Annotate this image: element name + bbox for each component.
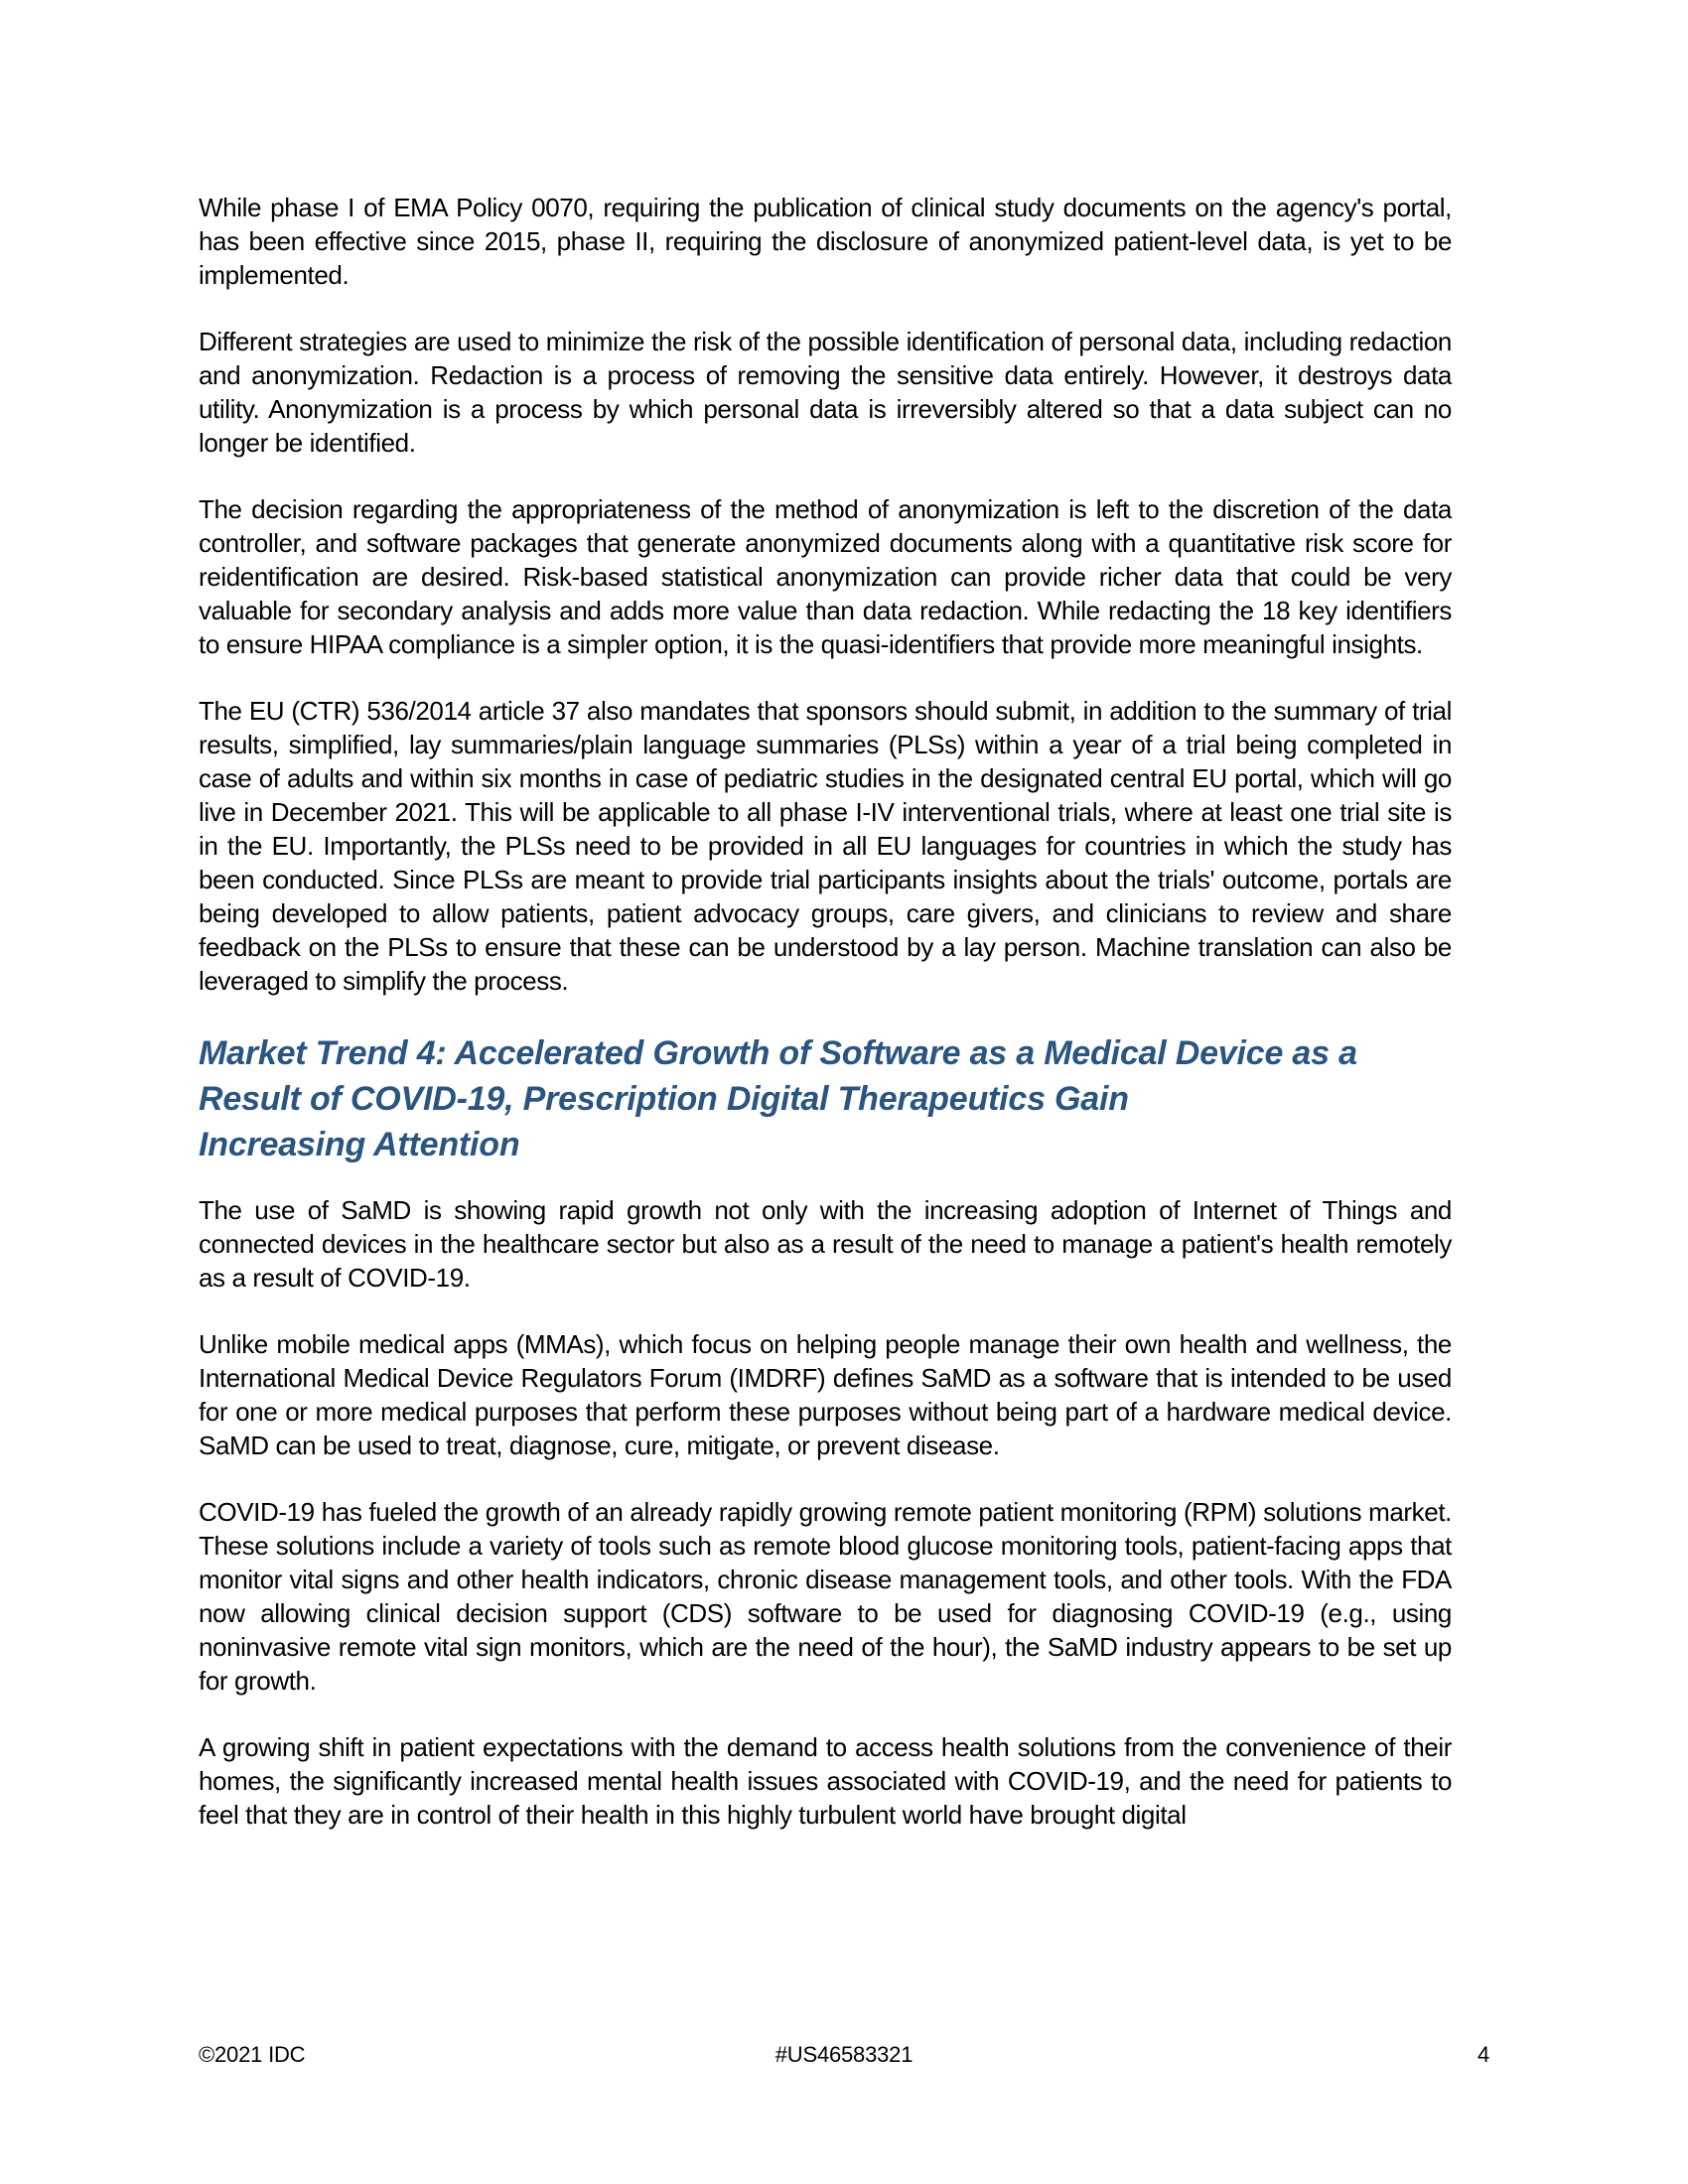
body-paragraph: Unlike mobile medical apps (MMAs), which focus on helping people manage their own health and wellness, the International Medical Device Regulators Forum (IMDRF) defines SaMD as a software that is intended to be used for one or more medical purposes that perform these purposes without being part of a hardware medical device. SaMD can be used to treat, diagnose, cure, mitigate, or prevent disease. (199, 1329, 1452, 1460)
section-heading-line: Increasing Attention (199, 1126, 520, 1163)
document-body (199, 191, 1452, 1864)
body-paragraph: The decision regarding the appropriateness of the method of anonymization is left to the discretion of the data controller, and software packages that generate anonymized documents along with a quantitative risk score for reidentification are desired. Risk-based statistical anonymization can provide richer data that could be very valuable for secondary analysis and adds more value than data redaction. While redacting the 18 key identifiers to ensure HIPAA compliance is a simpler option, it is the quasi-identifiers that provide more meaningful insights. (199, 494, 1452, 659)
footer-copyright: ©2021 IDC (199, 2042, 306, 2067)
body-paragraph: The use of SaMD is showing rapid growth not only with the increasing adoption of Internet of Things and connected devices in the healthcare sector but also as a result of the need to manage a patient's health remotely as a result of COVID-19. (199, 1195, 1452, 1293)
body-paragraph: While phase I of EMA Policy 0070, requiring the publication of clinical study documents on the agency's portal, has been effective since 2015, phase II, requiring the disclosure of anonymized patient-level data, is yet to be implemented. (199, 193, 1452, 290)
body-paragraph: The EU (CTR) 536/2014 article 37 also mandates that sponsors should submit, in addition to the summary of trial results, simplified, lay summaries/plain language summaries (PLSs) within a year of a trial being completed in case of adults and within six months in case of pediatric studies in the designated central EU portal, which will go live in December 2021. This will be applicable to all phase I-IV interventional trials, where at least one trial site is in the EU. Importantly, the PLSs need to be provided in all EU languages for countries in which the study has been conducted. Since PLSs are meant to provide trial participants insights about the trials' outcome, portals are being developed to allow patients, patient advocacy groups, care givers, and clinicians to review and share feedback on the PLSs to ensure that these can be understood by a lay person. Machine translation can also be leveraged to simplify the process. (199, 696, 1452, 996)
body-paragraph: COVID-19 has fueled the growth of an already rapidly growing remote patient monitoring (RPM) solutions market. These solutions include a variety of tools such as remote blood glucose monitoring tools, patient-facing apps that monitor vital signs and other health indicators, chronic disease management tools, and other tools. With the FDA now allowing clinical decision support (CDS) software to be used for diagnosing COVID-19 (e.g., using noninvasive remote vital sign monitors, which are the need of the hour), the SaMD industry appears to be set up for growth. (199, 1497, 1452, 1696)
section-heading (199, 1030, 1452, 1167)
body-paragraph: Different strategies are used to minimize the risk of the possible identification of personal data, including redaction and anonymization. Redaction is a process of removing the sensitive data entirely. However, it destroys data utility. Anonymization is a process by which personal data is irreversibly altered so that a data subject can no longer be identified. (199, 327, 1452, 458)
section-heading-line: Result of COVID-19, Prescription Digital Therapeutics Gain (199, 1080, 1129, 1118)
body-paragraph: A growing shift in patient expectations with the demand to access health solutions from the convenience of their homes, the significantly increased mental health issues associated with COVID-19, and the need for patients to feel that they are in control of their health in this highly turbulent world have brought digital (199, 1732, 1452, 1830)
section-heading-line: Market Trend 4: Accelerated Growth of Software as a Medical Device as a (199, 1034, 1357, 1072)
footer-doc-id: #US46583321 (774, 2042, 914, 2067)
footer-page-number: 4 (1477, 2042, 1489, 2067)
